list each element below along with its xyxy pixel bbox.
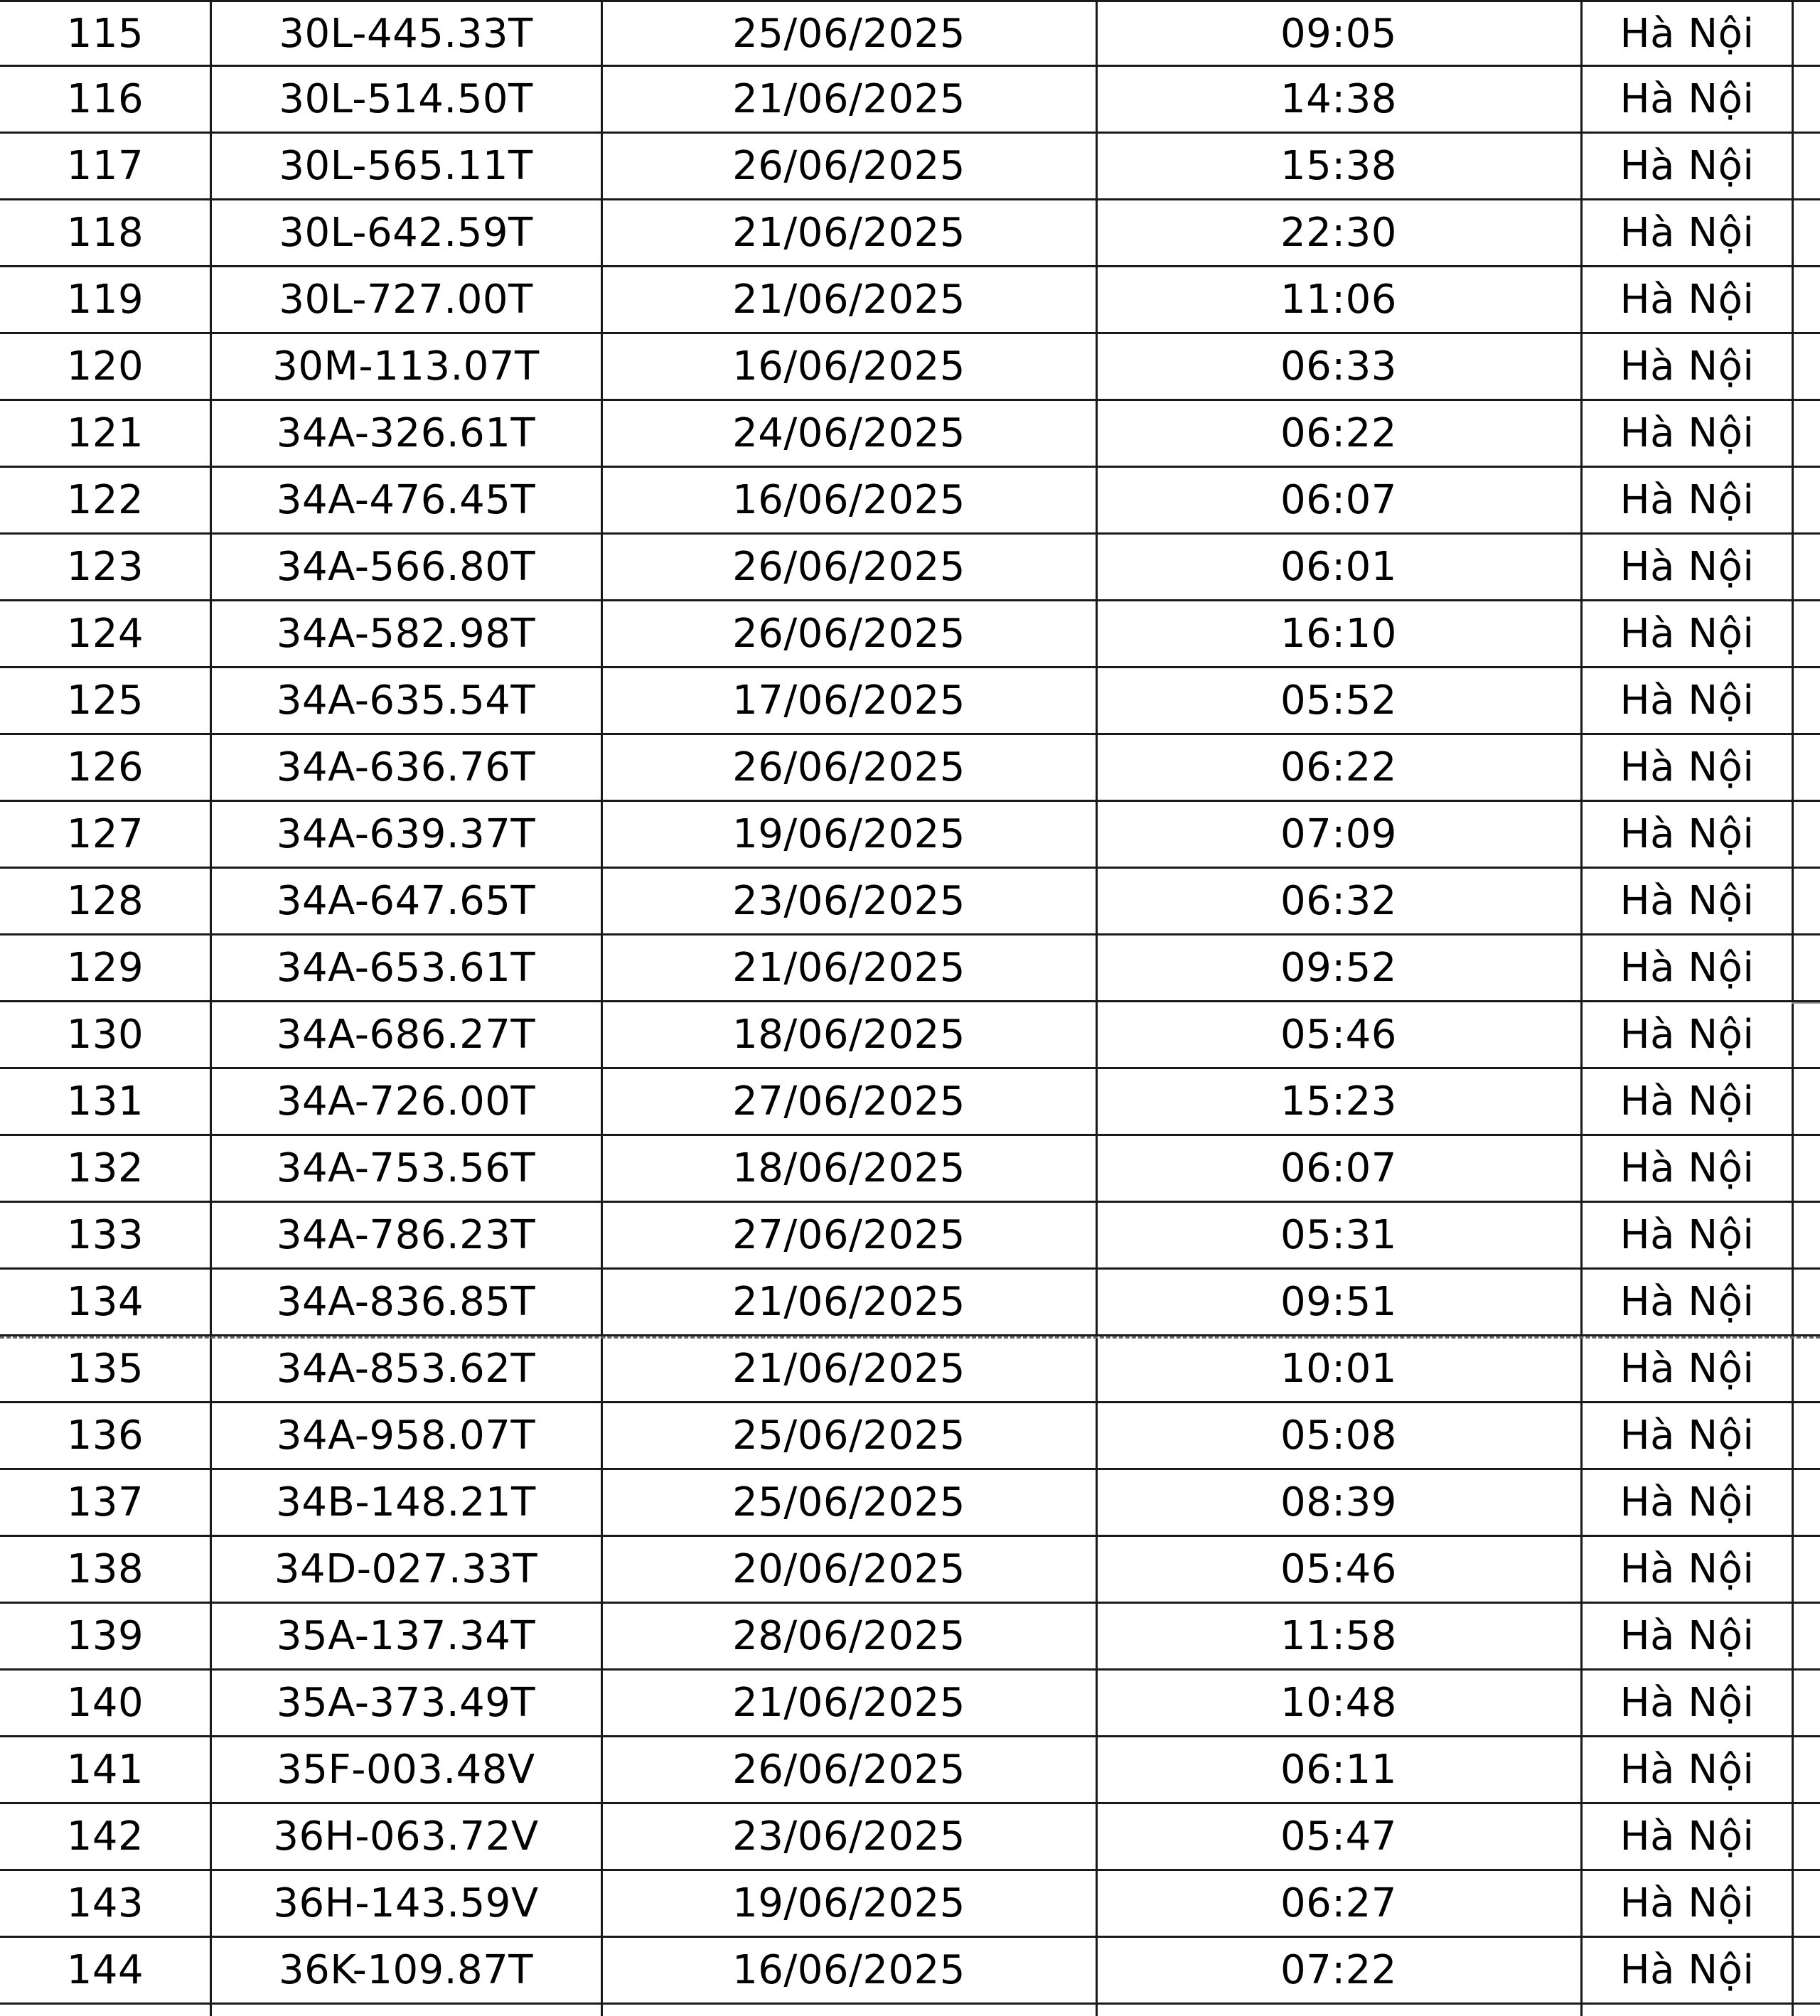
location-cell[interactable]: Hà Nội xyxy=(1620,544,1755,590)
row-separator-light xyxy=(1792,1002,1820,1004)
location-cell[interactable]: Hà Nội xyxy=(1620,1479,1755,1526)
table-row xyxy=(0,1804,1820,1871)
row-number-cell[interactable]: 138 xyxy=(66,1546,144,1592)
location-cell[interactable]: Hà Nội xyxy=(1620,1279,1755,1325)
time-cell[interactable]: 06:22 xyxy=(1280,410,1397,456)
location-cell[interactable]: Hà Nội xyxy=(1620,1012,1755,1058)
date-cell[interactable]: 16/06/2025 xyxy=(732,1947,965,1993)
time-cell[interactable]: 14:38 xyxy=(1280,76,1397,122)
time-cell[interactable]: 07:22 xyxy=(1280,1947,1397,1993)
time-cell[interactable]: 06:01 xyxy=(1280,544,1397,590)
plate-number-cell[interactable]: 34A-647.65T xyxy=(276,878,536,924)
time-cell[interactable]: 11:06 xyxy=(1280,277,1397,323)
plate-number-cell[interactable]: 34A-853.62T xyxy=(276,1346,536,1392)
table-row xyxy=(0,1336,1820,1403)
location-cell[interactable]: Hà Nội xyxy=(1620,1212,1755,1258)
plate-number-cell[interactable]: 34A-753.56T xyxy=(276,1145,536,1191)
date-cell[interactable]: 25/06/2025 xyxy=(732,1479,965,1526)
location-cell[interactable]: Hà Nội xyxy=(1620,477,1755,523)
date-cell[interactable]: 23/06/2025 xyxy=(732,878,965,924)
time-cell[interactable]: 22:30 xyxy=(1280,210,1397,256)
date-cell[interactable]: 23/06/2025 xyxy=(732,1813,965,1860)
plate-number-cell[interactable]: 30L-514.50T xyxy=(279,76,533,122)
row-number-cell[interactable]: 120 xyxy=(66,343,144,390)
table-row xyxy=(0,1938,1820,2005)
table-row xyxy=(0,1270,1820,1336)
row-number-cell[interactable]: 115 xyxy=(66,10,144,57)
date-cell[interactable]: 26/06/2025 xyxy=(732,611,965,657)
table-row xyxy=(0,1537,1820,1604)
plate-number-cell[interactable]: 36H-143.59V xyxy=(273,1880,539,1926)
plate-number-cell[interactable]: 30L-642.59T xyxy=(279,210,533,256)
plate-number-cell[interactable]: 34A-639.37T xyxy=(276,811,536,857)
location-cell[interactable]: Hà Nội xyxy=(1620,1747,1755,1793)
date-cell[interactable]: 19/06/2025 xyxy=(732,1880,965,1926)
time-cell[interactable]: 06:11 xyxy=(1280,1747,1397,1793)
time-cell[interactable]: 05:46 xyxy=(1280,1012,1397,1058)
table-row xyxy=(0,0,1820,67)
location-cell[interactable]: Hà Nội xyxy=(1620,1346,1755,1392)
location-cell[interactable]: Hà Nội xyxy=(1620,410,1755,456)
time-cell[interactable]: 06:33 xyxy=(1280,343,1397,390)
table-row xyxy=(0,802,1820,869)
page-break-line xyxy=(0,1336,1820,1339)
column-divider xyxy=(210,0,212,2016)
plate-number-cell[interactable]: 34A-582.98T xyxy=(276,611,536,657)
row-number-cell[interactable]: 136 xyxy=(66,1412,144,1459)
time-cell[interactable]: 05:46 xyxy=(1280,1546,1397,1592)
row-number-cell[interactable]: 116 xyxy=(66,76,144,122)
column-divider xyxy=(1580,0,1583,2016)
time-cell[interactable]: 05:47 xyxy=(1280,1813,1397,1860)
plate-number-cell[interactable]: 34A-726.00T xyxy=(276,1078,536,1125)
row-number-cell[interactable]: 132 xyxy=(66,1145,144,1191)
location-cell[interactable]: Hà Nội xyxy=(1620,1613,1755,1659)
row-number-cell[interactable]: 128 xyxy=(66,878,144,924)
date-cell[interactable]: 24/06/2025 xyxy=(732,410,965,456)
date-cell[interactable]: 21/06/2025 xyxy=(732,945,965,991)
row-number-cell[interactable]: 140 xyxy=(66,1680,144,1726)
table-row xyxy=(0,67,1820,134)
row-number-cell[interactable]: 134 xyxy=(66,1279,144,1325)
date-cell[interactable]: 21/06/2025 xyxy=(732,1346,965,1392)
table-row xyxy=(0,1871,1820,1938)
time-cell[interactable]: 05:08 xyxy=(1280,1412,1397,1459)
time-cell[interactable]: 09:51 xyxy=(1280,1279,1397,1325)
plate-number-cell[interactable]: 30L-445.33T xyxy=(279,10,533,57)
time-cell[interactable]: 10:48 xyxy=(1280,1680,1397,1726)
location-cell[interactable]: Hà Nội xyxy=(1620,76,1755,122)
date-cell[interactable]: 26/06/2025 xyxy=(732,744,965,790)
table-row xyxy=(0,1069,1820,1136)
date-cell[interactable]: 27/06/2025 xyxy=(732,1078,965,1125)
table-row xyxy=(0,1136,1820,1203)
plate-number-cell[interactable]: 34A-566.80T xyxy=(276,544,536,590)
table-row xyxy=(0,134,1820,200)
plate-number-cell[interactable]: 34A-653.61T xyxy=(276,945,536,991)
plate-number-cell[interactable]: 34A-958.07T xyxy=(276,1412,536,1459)
row-number-cell[interactable]: 125 xyxy=(66,677,144,724)
row-number-cell[interactable]: 122 xyxy=(66,477,144,523)
table-row xyxy=(0,401,1820,468)
date-cell[interactable]: 28/06/2025 xyxy=(732,1613,965,1659)
time-cell[interactable]: 06:07 xyxy=(1280,1145,1397,1191)
time-cell[interactable]: 06:27 xyxy=(1280,1880,1397,1926)
table-row xyxy=(0,468,1820,535)
time-cell[interactable]: 16:10 xyxy=(1280,611,1397,657)
date-cell[interactable]: 25/06/2025 xyxy=(732,1412,965,1459)
date-cell[interactable]: 21/06/2025 xyxy=(732,76,965,122)
date-cell[interactable]: 26/06/2025 xyxy=(732,1747,965,1793)
row-number-cell[interactable]: 141 xyxy=(66,1747,144,1793)
row-number-cell[interactable]: 143 xyxy=(66,1880,144,1926)
location-cell[interactable]: Hà Nội xyxy=(1620,744,1755,790)
row-number-cell[interactable]: 127 xyxy=(66,811,144,857)
column-divider xyxy=(1792,0,1794,2016)
date-cell[interactable]: 21/06/2025 xyxy=(732,1680,965,1726)
date-cell[interactable]: 19/06/2025 xyxy=(732,811,965,857)
plate-number-cell[interactable]: 30L-565.11T xyxy=(279,143,533,189)
location-cell[interactable]: Hà Nội xyxy=(1620,1145,1755,1191)
table-row xyxy=(0,1737,1820,1804)
plate-number-cell[interactable]: 34B-148.21T xyxy=(276,1479,536,1526)
date-cell[interactable]: 26/06/2025 xyxy=(732,143,965,189)
location-cell[interactable]: Hà Nội xyxy=(1620,1412,1755,1459)
date-cell[interactable]: 18/06/2025 xyxy=(732,1145,965,1191)
date-cell[interactable]: 20/06/2025 xyxy=(732,1546,965,1592)
plate-number-cell[interactable]: 34A-686.27T xyxy=(276,1012,536,1058)
table-row xyxy=(0,1203,1820,1270)
row-number-cell[interactable]: 139 xyxy=(66,1613,144,1659)
location-cell[interactable]: Hà Nội xyxy=(1620,277,1755,323)
plate-number-cell[interactable]: 34A-636.76T xyxy=(276,744,536,790)
table-row xyxy=(0,735,1820,802)
table-row xyxy=(0,334,1820,401)
date-cell[interactable]: 18/06/2025 xyxy=(732,1012,965,1058)
location-cell[interactable]: Hà Nội xyxy=(1620,1947,1755,1993)
plate-number-cell[interactable]: 34A-635.54T xyxy=(276,677,536,724)
plate-number-cell[interactable]: 36K-109.87T xyxy=(279,1947,533,1993)
row-number-cell[interactable]: 144 xyxy=(66,1947,144,1993)
table-row xyxy=(0,200,1820,267)
table-row xyxy=(0,535,1820,601)
plate-number-cell[interactable]: 36H-063.72V xyxy=(273,1813,539,1860)
time-cell[interactable]: 09:52 xyxy=(1280,945,1397,991)
row-number-cell[interactable]: 118 xyxy=(66,210,144,256)
table-row xyxy=(0,1604,1820,1671)
date-cell[interactable]: 27/06/2025 xyxy=(732,1212,965,1258)
plate-number-cell[interactable]: 34A-786.23T xyxy=(276,1212,536,1258)
time-cell[interactable]: 15:23 xyxy=(1280,1078,1397,1125)
row-number-cell[interactable]: 142 xyxy=(66,1813,144,1860)
location-cell[interactable]: Hà Nội xyxy=(1620,1880,1755,1926)
row-number-cell[interactable]: 126 xyxy=(66,744,144,790)
location-cell[interactable]: Hà Nội xyxy=(1620,677,1755,724)
location-cell[interactable]: Hà Nội xyxy=(1620,143,1755,189)
plate-number-cell[interactable]: 34A-326.61T xyxy=(276,410,536,456)
column-divider xyxy=(1096,0,1098,2016)
column-divider xyxy=(601,0,603,2016)
plate-number-cell[interactable]: 30M-113.07T xyxy=(272,343,540,390)
plate-number-cell[interactable]: 34A-476.45T xyxy=(276,477,536,523)
date-cell[interactable]: 21/06/2025 xyxy=(732,210,965,256)
time-cell[interactable]: 06:32 xyxy=(1280,878,1397,924)
row-number-cell[interactable]: 124 xyxy=(66,611,144,657)
plate-number-cell[interactable]: 35A-373.49T xyxy=(276,1680,536,1726)
table-row xyxy=(0,935,1820,1002)
location-cell[interactable]: Hà Nội xyxy=(1620,945,1755,991)
row-number-cell[interactable]: 130 xyxy=(66,1012,144,1058)
location-cell[interactable]: Hà Nội xyxy=(1620,1680,1755,1726)
table-row xyxy=(0,1002,1820,1069)
table-row xyxy=(0,668,1820,735)
time-cell[interactable]: 07:09 xyxy=(1280,811,1397,857)
location-cell[interactable]: Hà Nội xyxy=(1620,1078,1755,1125)
location-cell[interactable]: Hà Nội xyxy=(1620,878,1755,924)
time-cell[interactable]: 05:31 xyxy=(1280,1212,1397,1258)
plate-number-cell[interactable]: 35A-137.34T xyxy=(276,1613,536,1659)
time-cell[interactable]: 10:01 xyxy=(1280,1346,1397,1392)
date-cell[interactable]: 21/06/2025 xyxy=(732,277,965,323)
location-cell[interactable]: Hà Nội xyxy=(1620,1546,1755,1592)
plate-number-cell[interactable]: 30L-727.00T xyxy=(279,277,533,323)
row-number-cell[interactable]: 133 xyxy=(66,1212,144,1258)
location-cell[interactable]: Hà Nội xyxy=(1620,343,1755,390)
row-number-cell[interactable]: 119 xyxy=(66,277,144,323)
plate-number-cell[interactable]: 34A-836.85T xyxy=(276,1279,536,1325)
time-cell[interactable]: 05:52 xyxy=(1280,677,1397,724)
date-cell[interactable]: 25/06/2025 xyxy=(732,10,965,57)
location-cell[interactable]: Hà Nội xyxy=(1620,210,1755,256)
location-cell[interactable]: Hà Nội xyxy=(1620,811,1755,857)
row-number-cell[interactable]: 137 xyxy=(66,1479,144,1526)
location-cell[interactable]: Hà Nội xyxy=(1620,1813,1755,1860)
plate-number-cell[interactable]: 35F-003.48V xyxy=(277,1747,535,1793)
row-number-cell[interactable]: 121 xyxy=(66,410,144,456)
row-number-cell[interactable]: 123 xyxy=(66,544,144,590)
plate-number-cell[interactable]: 34D-027.33T xyxy=(274,1546,538,1592)
date-cell[interactable]: 16/06/2025 xyxy=(732,343,965,390)
time-cell[interactable]: 09:05 xyxy=(1280,10,1397,57)
date-cell[interactable]: 21/06/2025 xyxy=(732,1279,965,1325)
row-number-cell[interactable]: 131 xyxy=(66,1078,144,1125)
date-cell[interactable]: 26/06/2025 xyxy=(732,544,965,590)
date-cell[interactable]: 16/06/2025 xyxy=(732,477,965,523)
location-cell[interactable]: Hà Nội xyxy=(1620,611,1755,657)
time-cell[interactable]: 06:22 xyxy=(1280,744,1397,790)
time-cell[interactable]: 08:39 xyxy=(1280,1479,1397,1526)
time-cell[interactable]: 15:38 xyxy=(1280,143,1397,189)
table-row xyxy=(0,1671,1820,1737)
table-row xyxy=(0,1403,1820,1470)
row-number-cell[interactable]: 129 xyxy=(66,945,144,991)
date-cell[interactable]: 17/06/2025 xyxy=(732,677,965,724)
row-number-cell[interactable]: 117 xyxy=(66,143,144,189)
table-row xyxy=(0,601,1820,668)
table-row xyxy=(0,1470,1820,1537)
location-cell[interactable]: Hà Nội xyxy=(1620,10,1755,57)
time-cell[interactable]: 06:07 xyxy=(1280,477,1397,523)
time-cell[interactable]: 11:58 xyxy=(1280,1613,1397,1659)
table-row xyxy=(0,267,1820,334)
row-number-cell[interactable]: 135 xyxy=(66,1346,144,1392)
table-row xyxy=(0,869,1820,935)
